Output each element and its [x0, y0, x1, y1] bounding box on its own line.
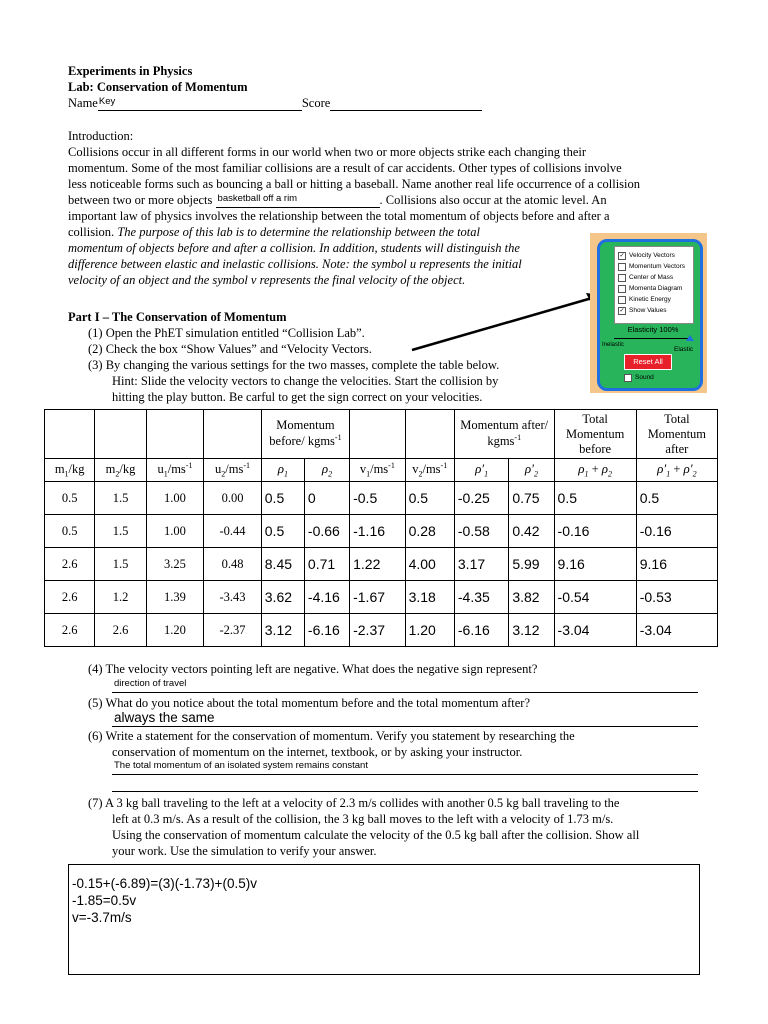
empty-cell [95, 410, 146, 459]
empty-cell [204, 410, 262, 459]
handwritten-cell: -0.58 [454, 515, 508, 548]
table-row [45, 482, 718, 515]
work-box [68, 864, 700, 975]
work-line: -0.15+(-6.89)=(3)(-1.73)+(0.5)v [72, 876, 257, 891]
answer-6: The total momentum of an isolated system remains constant [114, 760, 368, 771]
answer-4: direction of travel [114, 678, 187, 689]
sim-option [618, 272, 693, 283]
answer-line-6 [112, 761, 698, 775]
column-header: $\rho'_2$ [509, 459, 554, 482]
sim-option-label: Show Values [629, 307, 667, 314]
purpose-text: difference between elastic and inelastic collisions. Note: the symbol u represents the initial [68, 257, 522, 271]
table-cell: 1.00 [146, 482, 204, 515]
handwritten-cell: -4.35 [454, 581, 508, 614]
intro-line: less noticeable forms such as bouncing a ball or hitting a baseball. Name another real life occurrence of a collision [68, 177, 641, 191]
table-cell: -3.43 [204, 581, 262, 614]
checkbox-icon [618, 274, 626, 282]
handwritten-cell: -0.66 [304, 515, 349, 548]
handwritten-cell: 0.75 [509, 482, 554, 515]
work-line: v=-3.7m/s [72, 910, 132, 925]
question-7-text: (7) A 3 kg ball traveling to the left at a velocity of 2.3 m/s collides with another 0.5 kg ball traveling to the [88, 796, 620, 810]
checkbox-icon [618, 296, 626, 304]
options-box [614, 246, 694, 324]
handwritten-cell: 0.5 [636, 482, 717, 515]
handwritten-cell: 0 [304, 482, 349, 515]
sim-option [618, 283, 693, 294]
column-header: $\rho'_1$ [454, 459, 508, 482]
handwritten-cell: 8.45 [261, 548, 304, 581]
intro-line: momentum. Some of the most familiar collisions are a result of car accidents. Other types of collisions involve [68, 161, 622, 175]
handwritten-cell: -6.16 [454, 614, 508, 647]
table-cell: 1.2 [95, 581, 146, 614]
table-row [45, 548, 718, 581]
answer-line-6b [112, 778, 698, 792]
inelastic-label: Inelastic [602, 342, 625, 348]
question-7-text: left at 0.3 m/s. As a result of the collision, the 3 kg ball moves to the left with a velocity of 1.73 m/s. [112, 812, 614, 826]
table-row [45, 515, 718, 548]
part1-heading: Part I – The Conservation of Momentum [68, 310, 287, 324]
intro-text: . Collisions also occur at the atomic level. An [379, 193, 607, 207]
name-score-line [68, 95, 498, 111]
purpose-text: momentum of objects before and after a collision. In addition, students will distinguish the [68, 241, 520, 255]
sim-option [618, 261, 693, 272]
intro-line: important law of physics involves the relationship between the total momentum of objects before and after a [68, 209, 610, 223]
table-cell: 1.39 [146, 581, 204, 614]
checkbox-icon [624, 374, 632, 382]
step-3: (3) By changing the various settings for the two masses, complete the table below. [88, 358, 500, 372]
table-cell: 2.6 [95, 614, 146, 647]
handwritten-cell: -3.04 [636, 614, 717, 647]
column-header: $\rho_2$ [304, 459, 349, 482]
purpose-text: velocity of an object and the symbol v represents the final velocity of the object. [68, 273, 466, 287]
momentum-after-header: Momentum after/ kgms$^{-1}$ [454, 410, 554, 459]
handwritten-cell: -0.16 [554, 515, 636, 548]
table-cell: 1.5 [95, 548, 146, 581]
table-cell: 3.25 [146, 548, 204, 581]
table-cell: 0.5 [45, 515, 95, 548]
answer-line-5 [112, 711, 698, 727]
sim-option-label: Kinetic Energy [629, 296, 671, 303]
handwritten-cell: -2.37 [350, 614, 405, 647]
answer-5: always the same [114, 710, 215, 725]
handwritten-cell: -4.16 [304, 581, 349, 614]
handwritten-cell: 3.12 [261, 614, 304, 647]
sim-option [618, 294, 693, 305]
table-row [45, 581, 718, 614]
step-3-hint: Hint: Slide the velocity vectors to change the velocities. Start the collision by [112, 374, 499, 388]
column-header: $u_2/ms^{-1}$ [204, 459, 262, 482]
handwritten-cell: -0.16 [636, 515, 717, 548]
table-cell: 1.00 [146, 515, 204, 548]
control-panel [597, 239, 703, 391]
column-header: $v_2/ms^{-1}$ [405, 459, 454, 482]
sim-option-label: Velocity Vectors [629, 252, 675, 259]
question-6-text: (6) Write a statement for the conservation of momentum. Verify you statement by researching the [88, 729, 575, 743]
sound-checkbox [624, 372, 654, 383]
score-label: Score [301, 96, 331, 110]
checkmark-icon: ✓ [619, 252, 625, 259]
intro-line: Collisions occur in all different forms in our world when two or more objects strike each changing their [68, 145, 587, 159]
purpose-text: The purpose of this lab is to determine the relationship between the total [117, 225, 481, 239]
handwritten-cell: 3.62 [261, 581, 304, 614]
checkmark-icon: ✓ [619, 307, 625, 314]
table-cell: 1.20 [146, 614, 204, 647]
column-header: $\rho_1 + \rho_2$ [554, 459, 636, 482]
question-7-text: your work. Use the simulation to verify your answer. [112, 844, 377, 858]
collision-example-answer: basketball off a rim [217, 193, 298, 204]
table-cell: -2.37 [204, 614, 262, 647]
question-6 [88, 728, 708, 760]
handwritten-cell: 9.16 [554, 548, 636, 581]
elastic-label: Elastic [674, 346, 694, 353]
sim-option [618, 250, 693, 261]
question-7 [88, 795, 708, 859]
lab-title: Lab: Conservation of Momentum [68, 80, 248, 94]
column-header: $m_2/kg$ [95, 459, 146, 482]
handwritten-cell: -0.25 [454, 482, 508, 515]
sim-option-label: Center of Mass [629, 274, 674, 281]
checkbox-icon [618, 263, 626, 271]
table-cell: 2.6 [45, 581, 95, 614]
sound-label: Sound [635, 374, 654, 381]
data-table [44, 409, 718, 647]
name-value: Key [98, 96, 116, 107]
question-6-text: conservation of momentum on the internet, textbook, or by asking your instructor. [112, 745, 523, 759]
elasticity-label: Elasticity 100% [627, 325, 679, 334]
table-cell: 1.5 [95, 482, 146, 515]
table-cell: 1.5 [95, 515, 146, 548]
column-header: $\rho_1$ [261, 459, 304, 482]
handwritten-cell: -3.04 [554, 614, 636, 647]
table-cell: -0.44 [204, 515, 262, 548]
handwritten-cell: -1.67 [350, 581, 405, 614]
table-cell: 0.48 [204, 548, 262, 581]
reset-all-button: Reset All [624, 354, 672, 370]
handwritten-cell: 0.5 [261, 482, 304, 515]
column-header: $\rho'_1 + \rho'_2$ [636, 459, 717, 482]
table-header-row [45, 410, 718, 459]
step-1: (1) Open the PhET simulation entitled “Collision Lab”. [88, 326, 365, 340]
handwritten-cell: 0.5 [405, 482, 454, 515]
handwritten-cell: -6.16 [304, 614, 349, 647]
slider-thumb-icon [686, 335, 694, 341]
handwritten-cell: 3.12 [509, 614, 554, 647]
intro-line [68, 192, 708, 208]
course-title: Experiments in Physics [68, 64, 193, 78]
handwritten-cell: 1.20 [405, 614, 454, 647]
handwritten-cell: -0.53 [636, 581, 717, 614]
name-label: Name [68, 96, 98, 110]
handwritten-cell: 0.42 [509, 515, 554, 548]
arrow-pointer [408, 288, 608, 358]
empty-cell [146, 410, 204, 459]
sim-option-label: Momenta Diagram [629, 285, 683, 292]
handwritten-cell: -0.5 [350, 482, 405, 515]
table-cell: 2.6 [45, 614, 95, 647]
handwritten-cell: 3.18 [405, 581, 454, 614]
handwritten-cell: -1.16 [350, 515, 405, 548]
empty-cell [405, 410, 454, 459]
empty-cell [350, 410, 405, 459]
column-header: $m_1/kg$ [45, 459, 95, 482]
simulation-panel-image [590, 233, 707, 393]
column-header: $u_1/ms^{-1}$ [146, 459, 204, 482]
handwritten-cell: 0.71 [304, 548, 349, 581]
intro-text: between two or more objects [68, 193, 213, 207]
total-after-header: Total Momentum after [636, 410, 717, 459]
intro-text: collision. [68, 225, 115, 239]
question-7-text: Using the conservation of momentum calculate the velocity of the 0.5 kg ball after the collision. Show all [112, 828, 640, 842]
answer-line-4 [112, 679, 698, 693]
total-before-header: Total Momentum before [554, 410, 636, 459]
step-2: (2) Check the box “Show Values” and “Velocity Vectors. [88, 342, 372, 356]
table-subheader-row [45, 459, 718, 482]
table-cell: 0.5 [45, 482, 95, 515]
handwritten-cell: 1.22 [350, 548, 405, 581]
question-5: (5) What do you notice about the total momentum before and the total momentum after? [88, 696, 530, 710]
handwritten-cell: 3.82 [509, 581, 554, 614]
sim-option-label: Momentum Vectors [629, 263, 685, 270]
handwritten-cell: 9.16 [636, 548, 717, 581]
handwritten-cell: 3.17 [454, 548, 508, 581]
handwritten-cell: 5.99 [509, 548, 554, 581]
question-4: (4) The velocity vectors pointing left are negative. What does the negative sign represent? [88, 662, 538, 676]
elasticity-slider [614, 338, 692, 339]
table-cell: 2.6 [45, 548, 95, 581]
column-header: $v_1/ms^{-1}$ [350, 459, 405, 482]
momentum-before-header: Momentum before/ kgms$^{-1}$ [261, 410, 349, 459]
work-line: -1.85=0.5v [72, 893, 137, 908]
sim-option [618, 305, 693, 316]
handwritten-cell: 4.00 [405, 548, 454, 581]
handwritten-cell: -0.54 [554, 581, 636, 614]
checkbox-icon [618, 285, 626, 293]
empty-cell [45, 410, 95, 459]
step-3-hint: hitting the play button. Be carful to get the sign correct on your velocities. [112, 390, 483, 404]
intro-heading: Introduction: [68, 129, 134, 143]
handwritten-cell: 0.5 [261, 515, 304, 548]
table-cell: 0.00 [204, 482, 262, 515]
handwritten-cell: 0.5 [554, 482, 636, 515]
handwritten-cell: 0.28 [405, 515, 454, 548]
table-row [45, 614, 718, 647]
